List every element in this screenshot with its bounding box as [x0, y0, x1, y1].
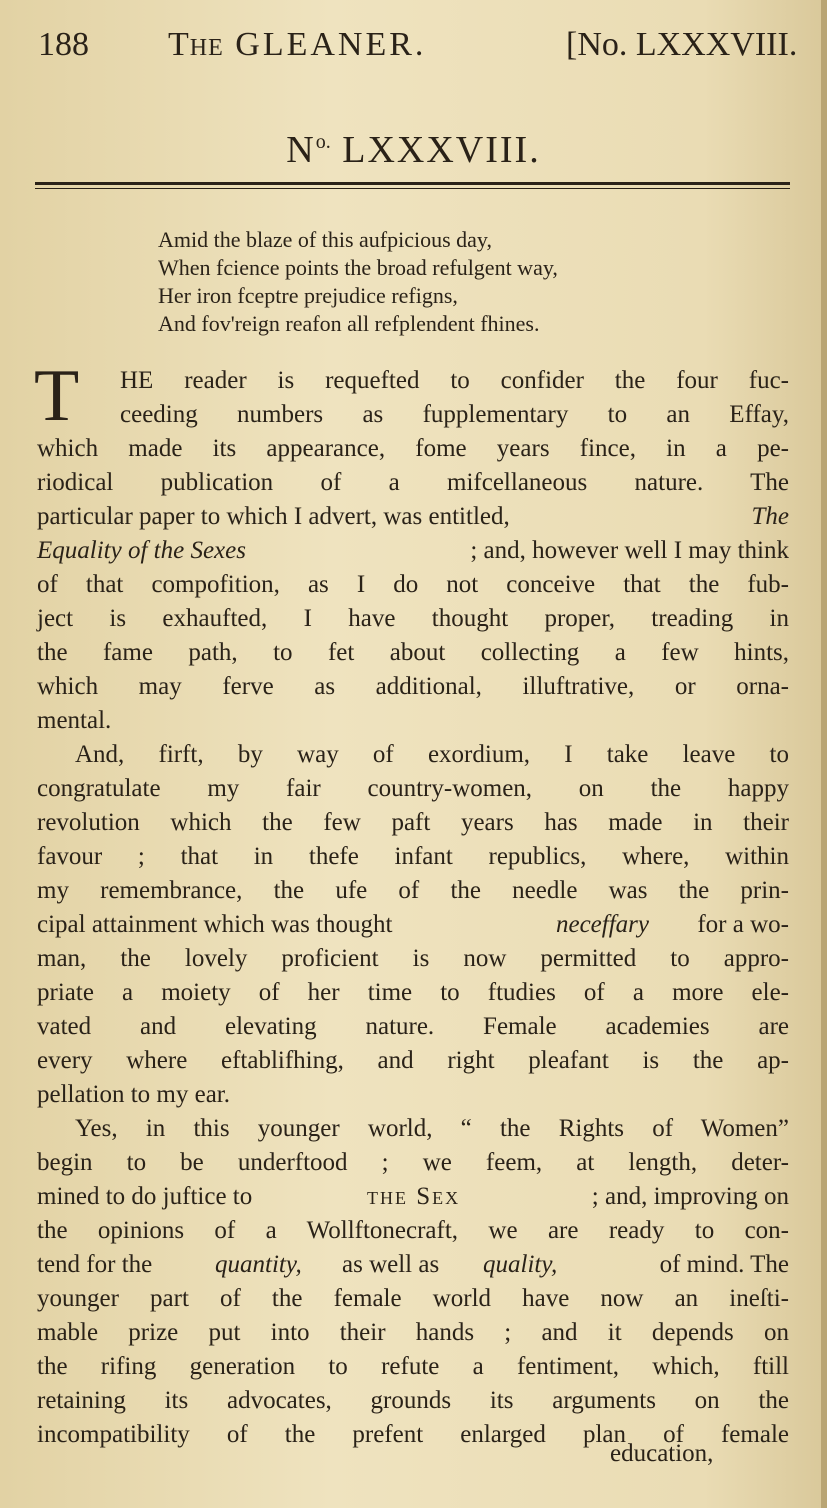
body-line [37, 1180, 789, 1214]
essay-number-numeral: LXXXVIII. [342, 129, 541, 171]
body-line: of that compofition, as I do not conceive that the fub- [37, 571, 789, 598]
italic-word-segment [215, 1248, 302, 1282]
italic-word-segment [483, 1248, 557, 1282]
body-text-segment: tend for the [37, 1251, 153, 1278]
body-line: which made its appearance, fome years fince, in a pe- [37, 435, 789, 462]
body-line: mable prize put into their hands ; and it depends on [37, 1319, 789, 1346]
epigraph-line: Amid the blaze of this aufpicious day, [158, 227, 492, 252]
body-line: man, the lovely proficient is now permitted to appro- [37, 945, 789, 972]
body-line: riodical publication of a mifcellaneous nature. The [37, 469, 789, 496]
body-text-segment: ; and, however well I may think [470, 537, 789, 564]
body-line: incompatibility of the prefent enlarged plan of female [37, 1421, 789, 1448]
epigraph-line: Her iron fceptre prejudice refigns, [158, 283, 458, 308]
body-text-segment: cipal attainment which was thought [37, 911, 393, 938]
italic-title-segment [752, 500, 790, 534]
running-title-the: The [168, 26, 224, 63]
heading-rule-thin [35, 188, 790, 189]
body-line: favour ; that in thefe infant republics, where, within [37, 843, 789, 870]
body-line: begin to be underftood ; we feem, at length, deter- [37, 1149, 789, 1176]
body-line: pellation to my ear. [37, 1081, 231, 1108]
body-text-segment: ; and, improving on [591, 1183, 789, 1210]
essay-number-prefix: N [286, 129, 316, 171]
italic-text: quantity, [215, 1251, 302, 1278]
running-number: [No. LXXXVIII. [566, 26, 798, 63]
catchword: education, [610, 1440, 714, 1467]
body-line [37, 500, 789, 534]
epigraph-line: And fov'reign reafon all refplendent fhines. [158, 311, 540, 336]
body-line: ceeding numbers as fupplementary to an Effay, [120, 401, 789, 428]
body-line: mental. [37, 707, 112, 734]
italic-text: quality, [483, 1251, 558, 1278]
body-line: younger part of the female world have now an ineſti- [37, 1285, 789, 1312]
italic-title-segment [37, 534, 246, 568]
body-line: vated and elevating nature. Female academies are [37, 1013, 789, 1040]
body-line: the rifing generation to refute a fentiment, which, ftill [37, 1353, 789, 1380]
body-text-segment: particular paper to which I advert, was entitled, [37, 503, 510, 530]
running-title [168, 22, 426, 68]
body-line: which may ferve as additional, illuftrative, or orna- [37, 673, 789, 700]
page-edge-shadow [821, 0, 827, 1508]
small-caps-segment: the Sex [367, 1183, 461, 1210]
italic-word-segment [556, 908, 649, 942]
body-line: congratulate my fair country-women, on the happy [37, 775, 789, 802]
body-text-segment: for a wo- [697, 911, 789, 938]
body-line: Yes, in this younger world, “ the Rights of Women” [75, 1115, 789, 1142]
body-line: ject is exhaufted, I have thought proper, treading in [37, 605, 789, 632]
epigraph-line: When fcience points the broad refulgent way, [158, 255, 558, 280]
running-title-gleaner: GLEANER. [235, 26, 427, 63]
body-text-segment: as well as [342, 1251, 440, 1278]
body-line: the fame path, to fet about collecting a few hints, [37, 639, 789, 666]
body-line: And, firft, by way of exordium, I take leave to [75, 741, 789, 768]
body-line [37, 1248, 789, 1282]
body-line: every where eftablifhing, and right pleafant is the ap- [37, 1047, 789, 1074]
body-text-segment: of mind. The [659, 1251, 789, 1278]
italic-text: neceffary [555, 911, 649, 938]
body-line: revolution which the few paft years has made in their [37, 809, 789, 836]
drop-cap: T [34, 355, 80, 437]
running-head [38, 22, 798, 68]
italic-text: The [751, 503, 789, 530]
body-line: priate a moiety of her time to ftudies of a more ele- [37, 979, 789, 1006]
essay-body [37, 364, 789, 1452]
epigraph [158, 226, 718, 338]
body-line: my remembrance, the ufe of the needle was the prin- [37, 877, 789, 904]
body-line [37, 534, 789, 568]
body-line: HE reader is requefted to confider the four fuc- [120, 367, 789, 394]
body-line: retaining its advocates, grounds its arguments on the [37, 1387, 789, 1414]
body-text-segment: mined to do juftice to [37, 1183, 253, 1210]
body-line: the opinions of a Wollftonecraft, we are ready to con- [37, 1217, 789, 1244]
heading-rule-thick [35, 182, 790, 185]
body-line [37, 908, 789, 942]
essay-number-heading [0, 128, 827, 172]
essay-number-sup: o. [315, 131, 331, 153]
italic-text: Equality of the Sexes [37, 537, 246, 564]
page-number: 188 [38, 26, 89, 63]
